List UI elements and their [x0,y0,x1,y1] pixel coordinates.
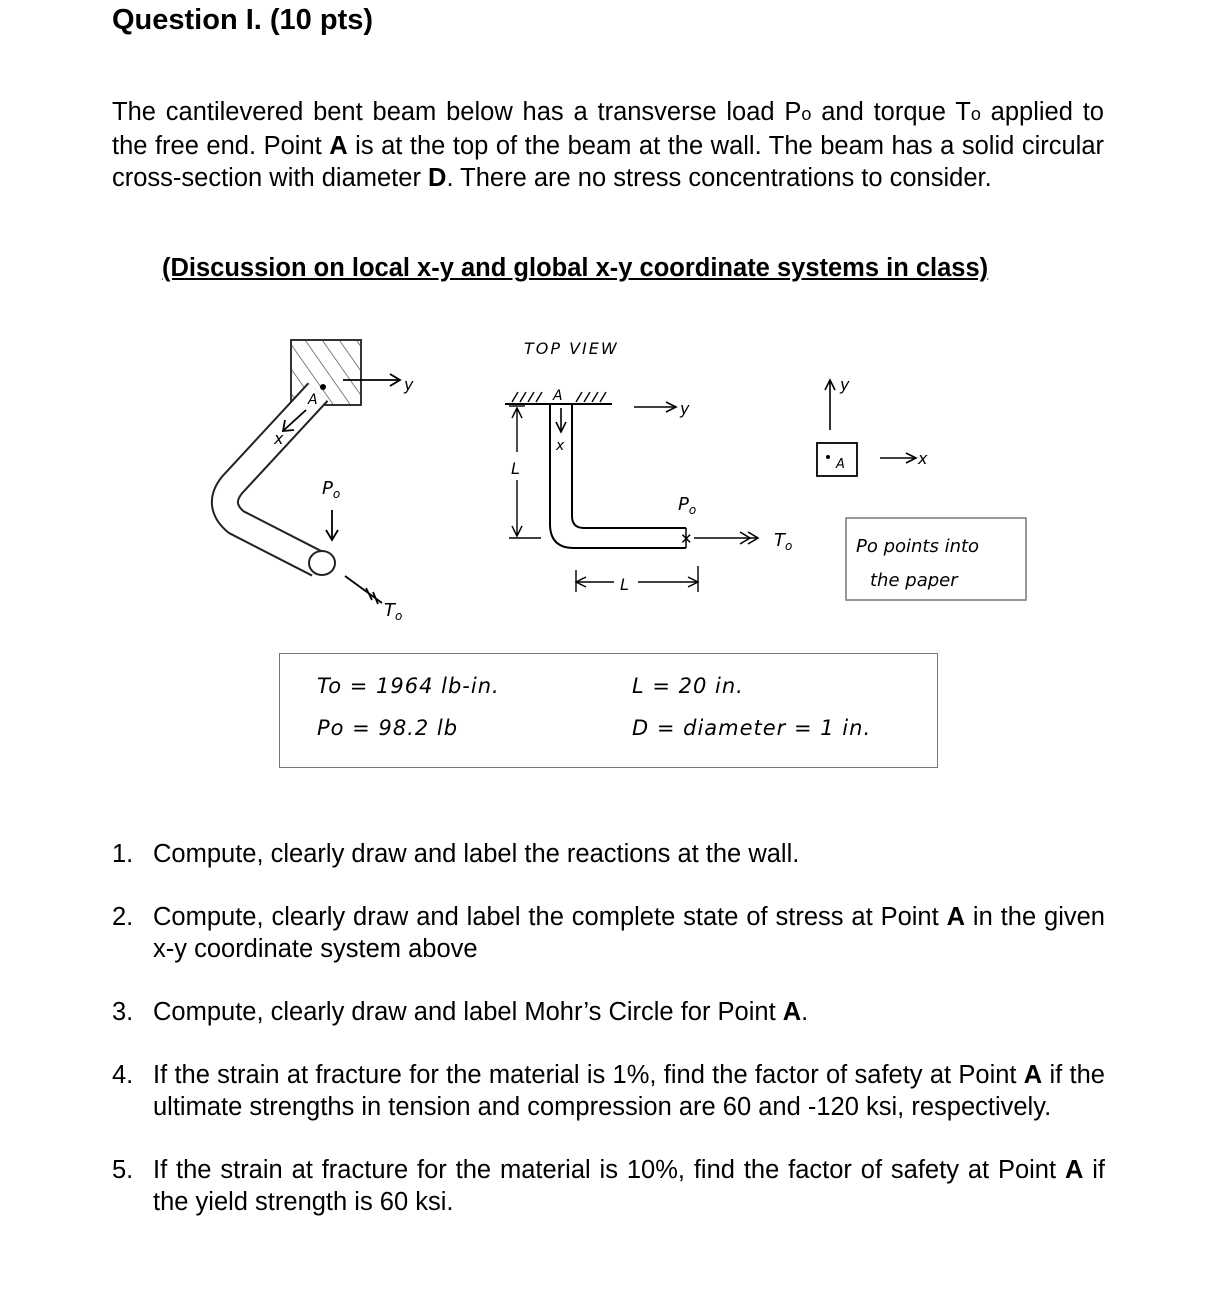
iso-sketch [225,340,414,623]
top-view [505,339,792,594]
question-number: 5. [112,1156,134,1184]
question-text: in the given x-y coordinate system above [153,903,1105,963]
intro-subscript: o [970,104,981,124]
intro-point-a: A [329,132,348,160]
question-text: If the strain at fracture for the material is 10%, find the factor of safety at Point [153,1156,1065,1184]
iso-y-label: y [404,375,414,394]
elem-point-a: A [836,457,845,472]
top-length-horiz: L [620,575,629,594]
question-list [112,838,1105,1218]
top-torque-label: $T_o$ [774,530,793,553]
intro-text: . There are no stress concentrations to consider. [446,164,992,192]
intro-text: is at the top of the beam at the wall. The beam has a solid circular cross-section with diameter [112,132,1104,192]
given-length: L = 20 in. [632,674,744,698]
question-title: Question I. (10 pts) [112,4,374,36]
question-number: 1. [112,840,134,868]
question-text: If the strain at fracture for the material is 1%, find the factor of safety at Point [153,1061,1024,1089]
intro-text: The cantilevered bent beam below has a transverse load P [112,98,802,126]
top-x-label: x [556,438,565,454]
question-item [112,901,1105,965]
question-point-a: A [946,903,966,931]
intro-text: and torque T [811,98,971,126]
beam-figure [0,320,1222,650]
question-point-a: A [782,998,802,1026]
point-a-dot [320,384,326,390]
top-y-label: y [680,399,690,418]
given-torque: To = 1964 lb-in. [317,674,500,698]
question-item [112,838,1105,870]
question-item [112,1059,1105,1123]
top-view-label: TOP VIEW [524,339,619,358]
question-point-a: A [1064,1156,1084,1184]
elem-x-label: x [918,449,928,468]
iso-point-a: A [308,392,318,408]
problem-statement [112,96,1104,194]
note-line-2: the paper [870,570,958,591]
top-beam [550,404,686,548]
given-values-box [279,653,938,768]
iso-load-label: $P_o$ [322,478,341,501]
top-load-label: $P_o$ [678,494,697,517]
question-text: if the yield strength is 60 ksi. [153,1156,1105,1216]
intro-subscript: o [801,104,812,124]
question-text: . [801,998,809,1026]
question-number: 4. [112,1061,134,1089]
intro-text: applied to the free end. Point [112,98,1104,160]
question-text: Compute, clearly draw and label Mohr’s Circle for Point [153,998,783,1026]
given-diameter: D = diameter = 1 in. [632,716,872,740]
question-number: 3. [112,998,134,1026]
element-view [817,375,1026,600]
question-text: if the ultimate strengths in tension and compression are 60 and -120 ksi, respectively. [153,1061,1105,1121]
beam-end [309,551,335,575]
question-text: Compute, clearly draw and label the complete state of stress at Point [153,903,947,931]
question-item [112,1154,1105,1218]
load-into-icon: ✕ [680,531,693,548]
given-load: Po = 98.2 lb [317,716,459,740]
iso-torque-label: $T_o$ [384,600,403,623]
question-point-a: A [1023,1061,1043,1089]
question-text: Compute, clearly draw and label the reactions at the wall. [153,840,800,868]
elem-y-label: y [840,375,850,394]
intro-diameter-d: D [428,164,447,192]
question-item [112,996,1105,1028]
note-line-1: Po points into [856,536,980,557]
discussion-note: (Discussion on local x-y and global x-y coordinate systems in class) [162,254,989,282]
top-point-a: A [553,388,563,404]
top-length-vert: L [511,459,520,478]
question-number: 2. [112,903,134,931]
iso-x-label: x [274,429,284,448]
